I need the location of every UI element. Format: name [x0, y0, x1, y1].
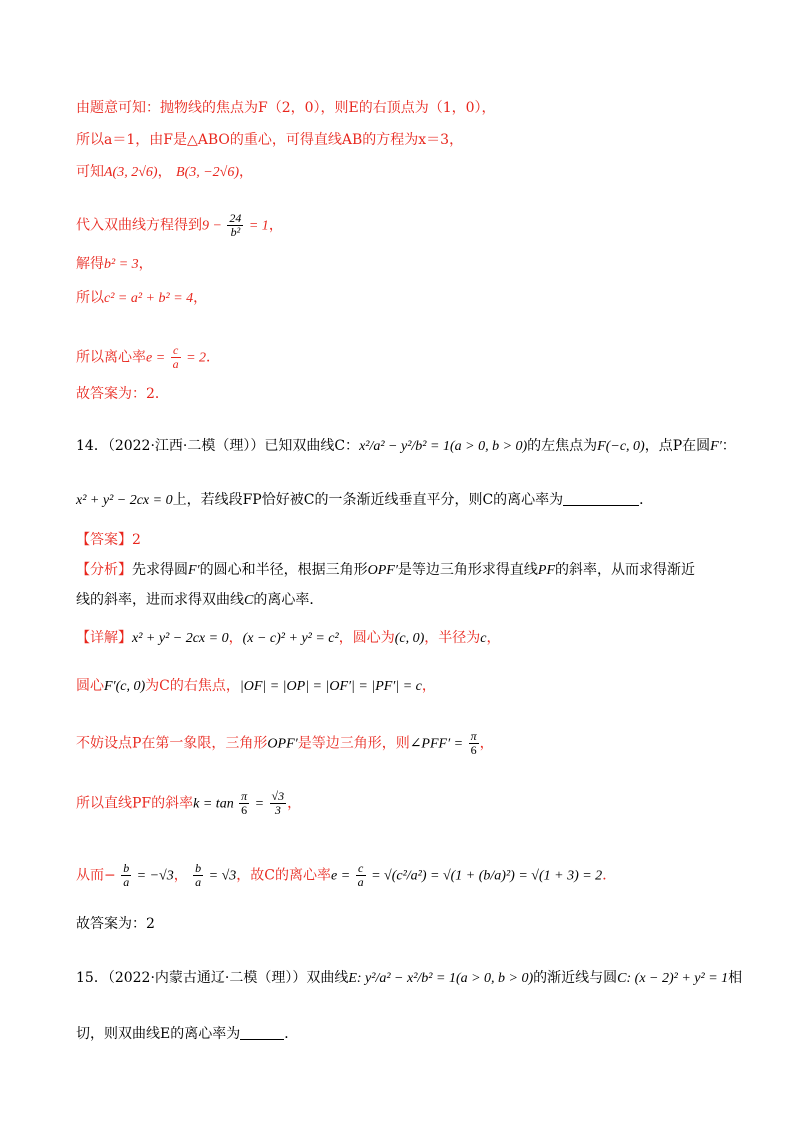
hyperbola-equation: x²/a² − y²/b² = 1(a > 0, b > 0) — [359, 439, 528, 454]
answer-tag: 【答案】 — [76, 532, 132, 548]
point-b: B(3, −2√6) — [176, 165, 240, 180]
answer-line — [76, 530, 141, 550]
solution-line-4: 代入双曲线方程得到9 − $\frac{24}{\text{b²}}$ = 1， — [76, 211, 283, 239]
solution-line-3: 可知A(3, 2√6)， B(3, −2√6)， — [76, 164, 254, 180]
fraction: $\frac{\pi}{6}$ — [241, 789, 248, 817]
answer-value: 2 — [132, 532, 141, 548]
analysis-line-2: 线的斜率，进而求得双曲线C的离心率． — [76, 592, 324, 608]
analysis-line-1: 【分析】先求得圆F′的圆心和半径，根据三角形OPF′是等边三角形求得直线PF的斜率，从而求得渐近 — [76, 562, 696, 578]
detail-line-5: 从而− $\frac{b}{a}$ = −√3， $\frac{b}{a}$ = √3，故C的离心率e = $\frac{c}{a}$ = √(c²/a²) = √(1 + (b/a)²) = √(1 + 3) = 2． — [76, 861, 617, 889]
answer-blank — [240, 1039, 284, 1040]
detail-line-3: 不妨设点P在第一象限，三角形OPF′是等边三角形，则∠PFF′ = $\frac{\pi}{6}$ ， — [76, 729, 494, 757]
detail-line-6: 故答案为：2 — [76, 916, 155, 932]
question-14-line-1: 14．（2022·江西·二模（理））已知双曲线C：x²/a² − y²/b² = 1(a > 0, b > 0)的左焦点为F(−c, 0)，点P在圆F′： — [76, 438, 736, 454]
fraction: $\frac{c}{a}$ — [172, 343, 179, 371]
solution-line-5: 解得b² = 3， — [76, 256, 153, 272]
detail-line-4: 所以直线PF的斜率k = tan $\frac{\pi}{6}$ = $\frac{√3}{3}$ ， — [76, 789, 302, 817]
question-15-line-1: 15．（2022·内蒙古通辽·二模（理））双曲线E: y²/a² − x²/b² = 1(a > 0, b > 0)的渐近线与圆C: (x − 2)² + y² = 1相 — [76, 970, 743, 986]
point-a: A(3, 2√6) — [104, 165, 158, 180]
detail-tag: 【详解】 — [76, 630, 132, 646]
question-14-line-2: x² + y² − 2cx = 0上，若线段FP恰好被C的一条渐近线垂直平分，则C的离心率为 ． — [76, 492, 654, 508]
fraction: $\frac{b}{a}$ — [123, 861, 130, 889]
question-15-line-2: 切，则双曲线E的离心率为 ． — [76, 1026, 299, 1042]
fraction: $\frac{√3}{3}$ — [271, 789, 285, 817]
fraction: $\frac{c}{a}$ — [357, 861, 364, 889]
solution-line-6: 所以c² = a² + b² = 4， — [76, 290, 208, 306]
solution-line-1: 由题意可知：抛物线的焦点为F（2，0），则E的右顶点为（1，0）， — [76, 100, 496, 116]
solution-line-7: 所以离心率e = $\frac{c}{a}$ = 2． — [76, 343, 221, 371]
fraction: $\frac{\pi}{6}$ — [470, 729, 477, 757]
analysis-tag: 【分析】 — [76, 562, 132, 578]
detail-line-1: 【详解】x² + y² − 2cx = 0，(x − c)² + y² = c²，圆心为(c, 0)，半径为c， — [76, 630, 501, 646]
circle-equation: x² + y² − 2cx = 0 — [76, 493, 173, 508]
answer-blank — [563, 505, 639, 506]
hyperbola-equation: E: y²/a² − x²/b² = 1(a > 0, b > 0) — [348, 971, 534, 986]
solution-line-2: 所以a＝1，由F是△ABO的重心，可得直线AB的方程为x＝3， — [76, 132, 464, 148]
fraction: $\frac{b}{a}$ — [195, 861, 202, 889]
fraction: $\frac{24}{\text{b²}}$ — [229, 211, 242, 239]
circle-equation: C: (x − 2)² + y² = 1 — [617, 971, 729, 986]
solution-line-8: 故答案为：2． — [76, 386, 169, 402]
detail-line-2: 圆心F′(c, 0)为C的右焦点，|OF| = |OP| = |OF′| = |PF′| = c， — [76, 678, 436, 694]
